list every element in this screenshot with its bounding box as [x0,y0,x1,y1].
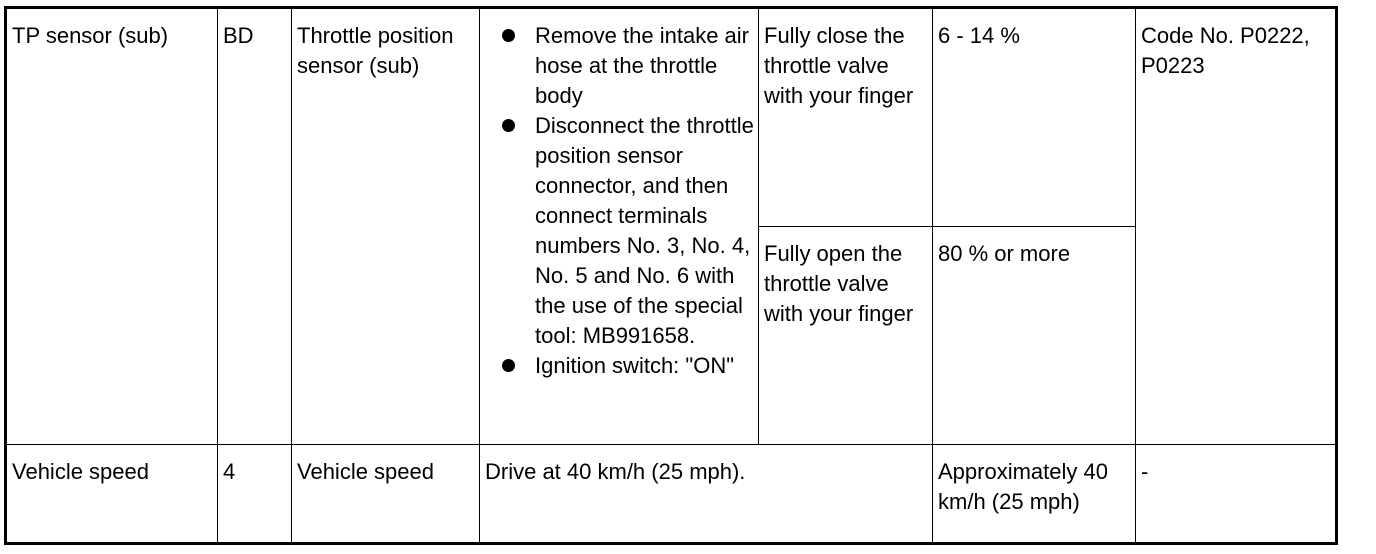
list-item: Remove the intake air hose at the throttle body [535,21,754,111]
reference-cell: - [1136,445,1337,544]
condition-list [485,21,754,381]
item-cell: TP sensor (sub) [6,8,218,445]
reference-cell: Code No. P0222, P0223 [1136,8,1337,445]
condition-list-cell [480,8,759,445]
normal-condition-cell: Approximately 40 km/h (25 mph) [933,445,1136,544]
spec-table [4,6,1338,545]
table-row [6,8,1337,227]
list-item: Ignition switch: "ON" [535,351,754,381]
table-row [6,445,1337,544]
condition-cell: Drive at 40 km/h (25 mph). [480,445,933,544]
normal-condition-cell: 6 - 14 % [933,8,1136,227]
list-item: Disconnect the throttle position sensor connector, and then connect terminals numbers No. 3, No. 4, No. 5 and No. 6 with the use of the special tool: MB991658. [535,111,754,351]
sub-condition-cell: Fully open the throttle valve with your finger [759,227,933,445]
item-cell: Vehicle speed [6,445,218,544]
check-item-cell: Vehicle speed [292,445,480,544]
sub-condition-cell: Fully close the throttle valve with your finger [759,8,933,227]
check-item-cell: Throttle position sensor (sub) [292,8,480,445]
terminal-cell: BD [218,8,292,445]
normal-condition-cell: 80 % or more [933,227,1136,445]
terminal-cell: 4 [218,445,292,544]
